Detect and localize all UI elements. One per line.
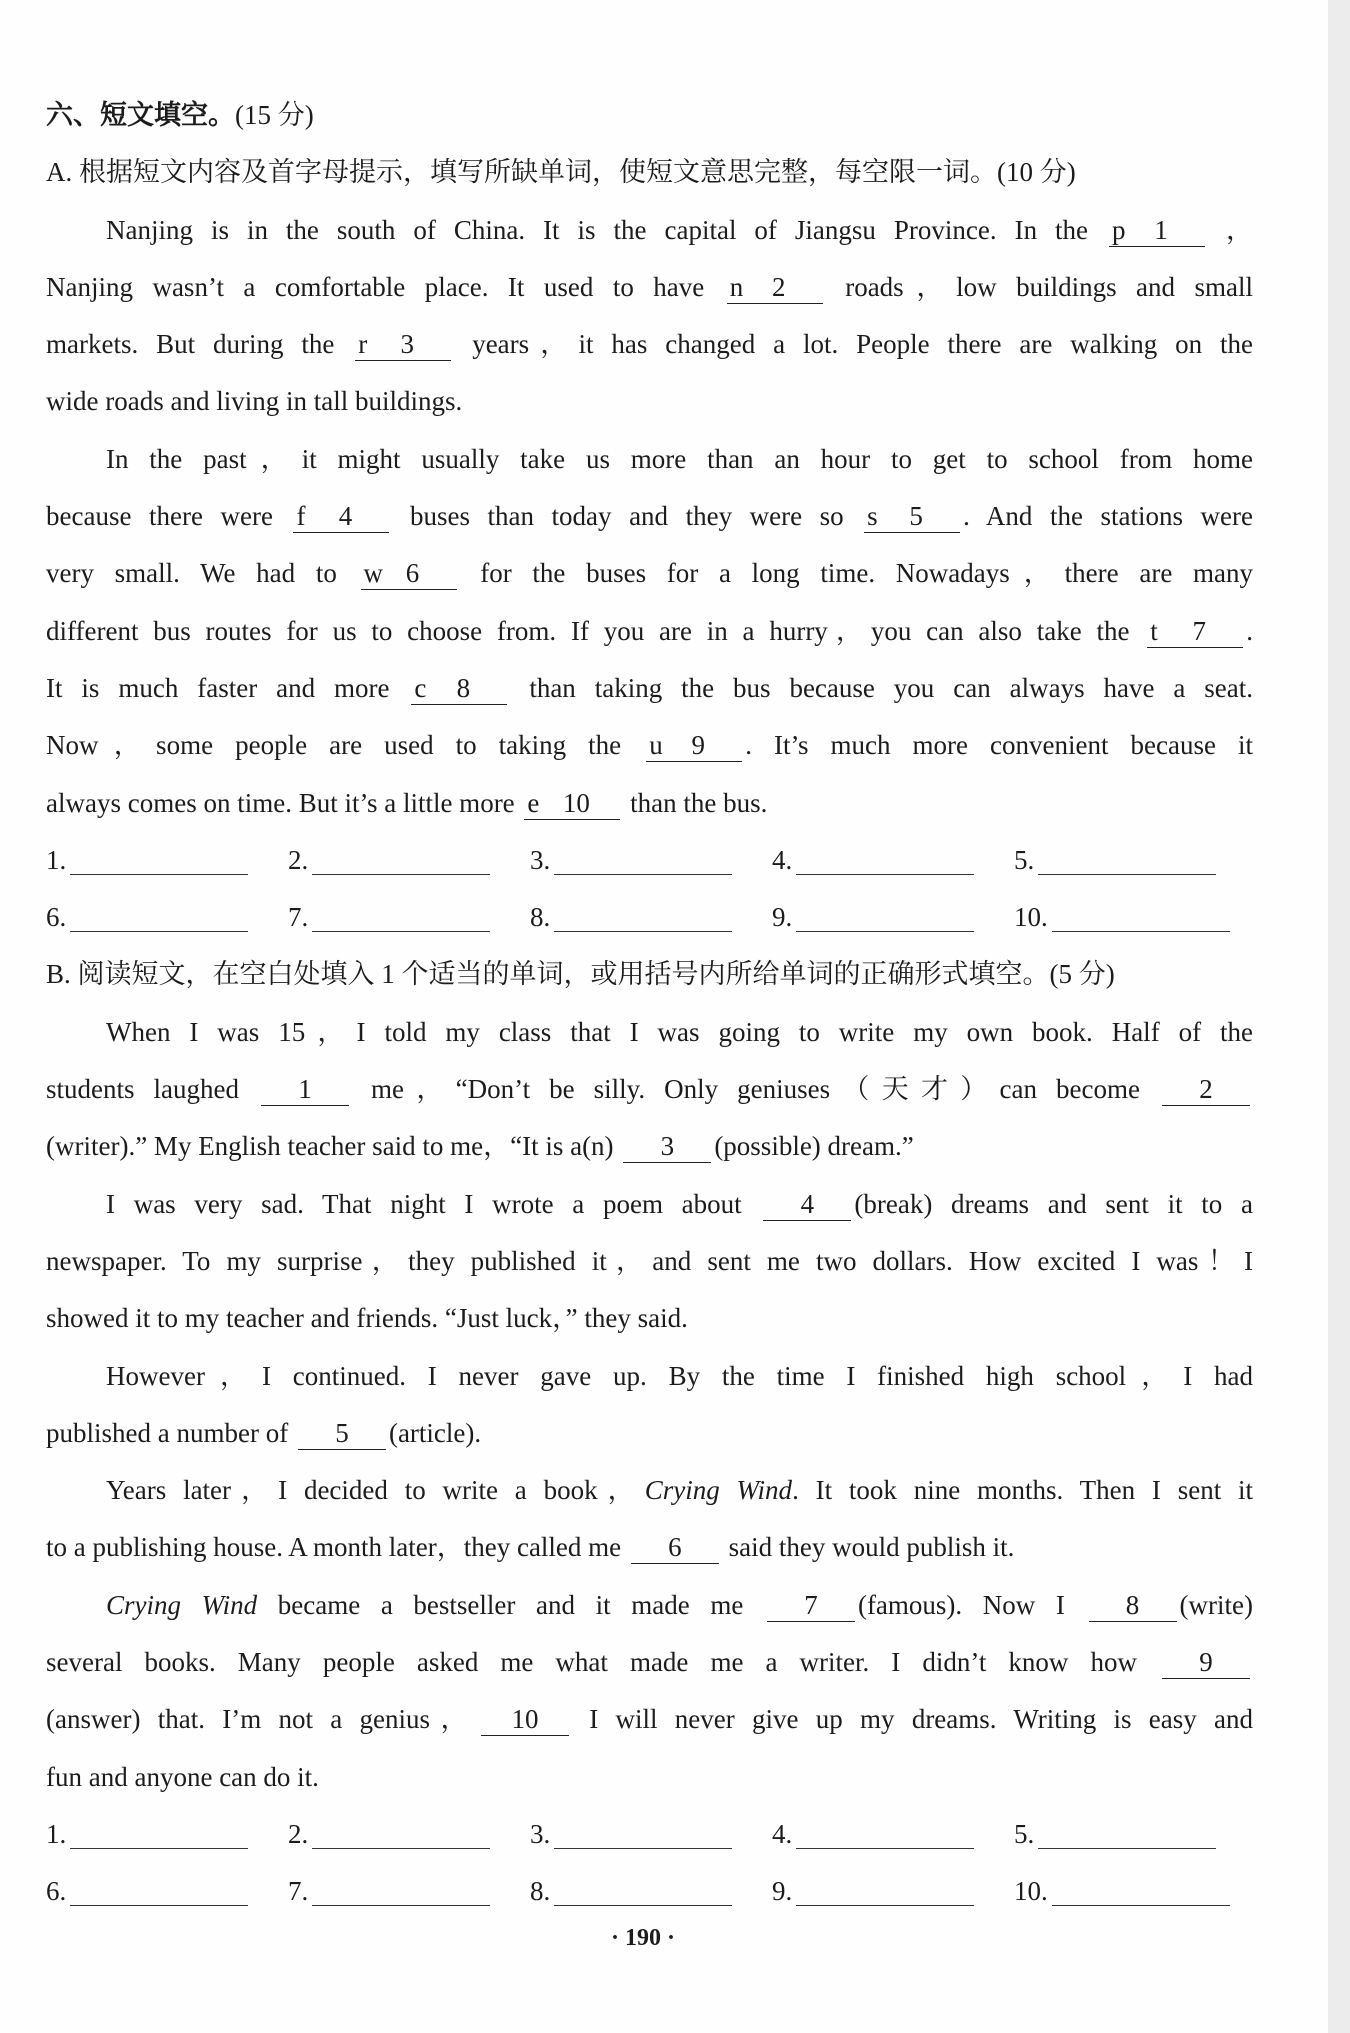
passage-text: . — [1246, 615, 1253, 646]
answer-line — [1052, 929, 1230, 932]
passage-text: different bus routes for us to choose from. If you are in a hurry，you can also take the — [46, 615, 1145, 646]
answer-line — [1052, 1903, 1230, 1906]
answer-line — [796, 1903, 974, 1906]
answer-number: 7. — [288, 902, 309, 933]
paragraph — [46, 1348, 1253, 1463]
text-line — [46, 1405, 1253, 1462]
passage-text: me，“Don’t be silly. Only geniuses（天才）can become — [352, 1074, 1159, 1105]
answer-blank — [524, 787, 620, 820]
passage-text: showed it to my teacher and friends. “Just luck，” they said. — [46, 1303, 688, 1334]
part-b-answer-sheet — [46, 1806, 1253, 1921]
answer-line — [554, 1903, 732, 1906]
blank-number: 5 — [909, 501, 923, 532]
section-title: 六、短文填空。 — [46, 100, 235, 130]
part-b-instruction: B. 阅读短文，在空白处填入 1 个适当的单词，或用括号内所给单词的正确形式填空。(5 分) — [46, 959, 1115, 990]
answer-slot — [46, 1806, 288, 1863]
passage-text: said they would publish it. — [721, 1532, 1015, 1563]
text-line — [46, 316, 1253, 373]
answer-line — [312, 1846, 490, 1849]
answer-slot — [1014, 832, 1256, 889]
blank-number: 6 — [668, 1532, 682, 1563]
passage-text: wide roads and living in tall buildings. — [46, 386, 463, 417]
passage-text: for the buses for a long time. Nowadays，there are many — [459, 558, 1253, 589]
answer-slot — [1014, 1863, 1256, 1920]
answer-number: 10. — [1014, 1876, 1048, 1907]
exercise-section — [46, 87, 1253, 1921]
passage-text: (writer).” My English teacher said to me，“It is a(n) — [46, 1131, 621, 1162]
answer-slot — [530, 832, 772, 889]
text-line — [46, 1118, 1253, 1175]
paragraph — [46, 1462, 1253, 1577]
answer-number: 2. — [288, 844, 309, 875]
text-line — [46, 775, 1253, 832]
blank-number: 2 — [1199, 1074, 1213, 1105]
blank-number: 2 — [771, 271, 786, 302]
first-letter-hint: c — [414, 672, 427, 703]
answer-number: 5. — [1014, 1818, 1035, 1849]
blank-number: 8 — [1125, 1589, 1140, 1620]
answer-slot — [772, 832, 1014, 889]
passage-text: Now，some people are used to taking the — [46, 730, 644, 761]
text-line — [46, 431, 1253, 488]
answer-slot — [288, 832, 530, 889]
answer-number: 1. — [46, 1818, 67, 1849]
text-line — [46, 1749, 1253, 1806]
passage-text: (famous). Now I — [857, 1589, 1086, 1620]
passage-text: I will never give up my dreams. Writing is easy and — [572, 1704, 1253, 1735]
part-a-instruction: A. 根据短文内容及首字母提示，填写所缺单词，使短文意思完整，每空限一词。(10 分) — [46, 157, 1076, 188]
answer-number: 8. — [530, 1876, 551, 1907]
answer-blank — [261, 1073, 349, 1106]
answer-blank — [1162, 1646, 1250, 1679]
text-line — [46, 660, 1253, 717]
passage-text: When I was 15，I told my class that I was going to write my own book. Half of the — [106, 1016, 1253, 1047]
passage-text: . And the stations were — [963, 501, 1253, 532]
answer-number: 4. — [772, 844, 793, 875]
text-line — [46, 1691, 1253, 1748]
blank-number: 10 — [562, 787, 590, 818]
passage-text: Nanjing wasn’t a comfortable place. It used to have — [46, 271, 724, 302]
passage-text: (possible) dream.” — [714, 1131, 914, 1162]
passage-text: In the past，it might usually take us more than an hour to get to school from home — [106, 443, 1253, 474]
passage-text: (break) dreams and sent it to a — [854, 1188, 1254, 1219]
answer-slot — [1014, 1806, 1256, 1863]
blank-number: 1 — [298, 1074, 312, 1105]
passage-text: because there were — [46, 501, 291, 532]
answer-line — [70, 1903, 248, 1906]
answer-slot — [772, 1806, 1014, 1863]
answer-blank — [631, 1531, 719, 1564]
text-line — [46, 488, 1253, 545]
answer-number: 7. — [288, 1876, 309, 1907]
blank-number: 5 — [335, 1417, 349, 1448]
text-line — [46, 603, 1253, 660]
answer-line — [70, 872, 248, 875]
answer-slot — [530, 889, 772, 946]
passage-text: However，I continued. I never gave up. By the time I finished high school，I had — [106, 1360, 1253, 1391]
paragraph — [46, 1577, 1253, 1806]
passage-text: newspaper. To my surprise，they published it，and sent me two dollars. How excited I was！I — [46, 1245, 1253, 1276]
text-line — [46, 1290, 1253, 1347]
answer-line — [70, 1846, 248, 1849]
answer-line — [554, 929, 732, 932]
answer-blank — [361, 557, 457, 590]
answer-number: 9. — [772, 902, 793, 933]
blank-number: 7 — [804, 1589, 818, 1620]
answer-slot — [530, 1806, 772, 1863]
first-letter-hint: f — [296, 501, 306, 532]
text-line — [46, 259, 1253, 316]
passage-text: very small. We had to — [46, 558, 358, 589]
passage-text: to a publishing house. A month later，they called me — [46, 1532, 628, 1563]
answer-slot — [46, 1863, 288, 1920]
answer-line — [796, 929, 974, 932]
answer-blank — [1089, 1589, 1177, 1622]
answer-number: 9. — [772, 1876, 793, 1907]
answer-number: 8. — [530, 902, 551, 933]
answer-number: 3. — [530, 844, 551, 875]
book-title: Crying Wind — [644, 1475, 793, 1506]
answer-line — [1038, 1846, 1216, 1849]
answer-blank — [646, 729, 742, 762]
text-line — [46, 1634, 1253, 1691]
answer-slot — [772, 1863, 1014, 1920]
passage-text: fun and anyone can do it. — [46, 1761, 319, 1792]
part-b-passage — [46, 1004, 1253, 1806]
page-number: · 190 · — [610, 1925, 675, 1951]
passage-text: It is much faster and more — [46, 672, 409, 703]
text-line — [46, 1462, 1253, 1519]
first-letter-hint: n — [729, 271, 744, 302]
answer-blank — [864, 500, 960, 533]
text-line — [46, 1061, 1253, 1118]
answer-line — [796, 872, 974, 875]
answer-slot — [46, 832, 288, 889]
passage-text: became a bestseller and it made me — [257, 1589, 764, 1620]
blank-number: 9 — [691, 730, 705, 761]
text-line — [46, 1348, 1253, 1405]
first-letter-hint: e — [527, 787, 540, 818]
answer-line — [1038, 872, 1216, 875]
passage-text: than taking the bus because you can always have a seat. — [510, 672, 1254, 703]
passage-text: always comes on time. But it’s a little more — [46, 787, 522, 818]
text-line — [46, 1233, 1253, 1290]
passage-text: (article). — [388, 1417, 482, 1448]
first-letter-hint: s — [867, 501, 878, 532]
text-line — [46, 1577, 1253, 1634]
answer-blank — [767, 1589, 855, 1622]
answer-blank — [298, 1417, 386, 1450]
paragraph — [46, 431, 1253, 832]
passage-text: roads，low buildings and small — [825, 271, 1253, 302]
answer-line — [312, 1903, 490, 1906]
first-letter-hint: u — [649, 730, 663, 761]
passage-text: ， — [1208, 214, 1253, 245]
answer-slot — [530, 1863, 772, 1920]
first-letter-hint: t — [1150, 615, 1158, 646]
blank-number: 7 — [1192, 615, 1206, 646]
answer-blank — [1109, 214, 1205, 247]
passage-text: than the bus. — [623, 787, 768, 818]
answer-blank — [293, 500, 389, 533]
passage-text: published a number of — [46, 1417, 295, 1448]
passage-text: (write) — [1179, 1589, 1253, 1620]
passage-text: . It took nine months. Then I sent it — [792, 1475, 1254, 1506]
answer-line — [796, 1846, 974, 1849]
scan-edge — [1328, 0, 1350, 2033]
blank-number: 4 — [800, 1188, 815, 1219]
passage-text: Years later，I decided to write a book， — [106, 1475, 645, 1506]
answer-blank — [355, 328, 451, 361]
blank-number: 8 — [456, 672, 471, 703]
paragraph — [46, 1176, 1253, 1348]
text-line — [46, 717, 1253, 774]
answer-blank — [1147, 615, 1243, 648]
answer-slot — [288, 1863, 530, 1920]
passage-text: (answer) that. I’m not a genius， — [46, 1704, 479, 1735]
answer-number: 10. — [1014, 902, 1048, 933]
book-title: Crying Wind — [106, 1589, 258, 1620]
answer-number: 1. — [46, 844, 67, 875]
answer-number: 6. — [46, 1876, 67, 1907]
text-line — [46, 1519, 1253, 1576]
passage-text: Nanjing is in the south of China. It is the capital of Jiangsu Province. In the — [106, 214, 1107, 245]
answer-slot — [1014, 889, 1256, 946]
passage-text: several books. Many people asked me what made me a writer. I didn’t know how — [46, 1647, 1159, 1678]
part-a-answer-sheet — [46, 832, 1253, 947]
answer-blank — [727, 271, 823, 304]
blank-number: 10 — [511, 1704, 539, 1735]
blank-number: 3 — [400, 329, 415, 360]
answer-slot — [46, 889, 288, 946]
answer-line — [312, 872, 490, 875]
answer-line — [554, 1846, 732, 1849]
answer-blank — [411, 672, 507, 705]
text-line — [46, 373, 1253, 430]
first-letter-hint: r — [358, 329, 368, 360]
answer-blank — [1162, 1073, 1250, 1106]
blank-number: 4 — [338, 501, 353, 532]
part-a-passage — [46, 202, 1253, 832]
first-letter-hint: p — [1112, 214, 1126, 245]
passage-text: students laughed — [46, 1074, 259, 1105]
answer-number: 2. — [288, 1818, 309, 1849]
answer-number: 6. — [46, 902, 67, 933]
answer-line — [312, 929, 490, 932]
first-letter-hint: w — [363, 558, 384, 589]
paragraph — [46, 1004, 1253, 1176]
passage-text: I was very sad. That night I wrote a poem about — [106, 1188, 761, 1219]
answer-slot — [288, 889, 530, 946]
answer-slot — [772, 889, 1014, 946]
answer-blank — [623, 1130, 711, 1163]
text-line — [46, 202, 1253, 259]
answer-line — [70, 929, 248, 932]
section-heading — [46, 87, 1253, 144]
passage-text: . It’s much more convenient because it — [745, 730, 1253, 761]
answer-blank — [481, 1703, 569, 1736]
paragraph — [46, 202, 1253, 431]
answer-number: 5. — [1014, 844, 1035, 875]
text-line — [46, 1176, 1253, 1233]
blank-number: 3 — [660, 1131, 675, 1162]
blank-number: 6 — [405, 558, 420, 589]
answer-line — [554, 872, 732, 875]
text-line — [46, 545, 1253, 602]
passage-text: buses than today and they were so — [392, 501, 862, 532]
answer-number: 3. — [530, 1818, 551, 1849]
blank-number: 9 — [1199, 1647, 1213, 1678]
answer-number: 4. — [772, 1818, 793, 1849]
section-score: (15 分) — [235, 100, 314, 130]
passage-text: markets. But during the — [46, 329, 353, 360]
text-line — [46, 1004, 1253, 1061]
answer-slot — [288, 1806, 530, 1863]
passage-text: years，it has changed a lot. People there are walking on the — [454, 329, 1253, 360]
blank-number: 1 — [1154, 214, 1168, 245]
answer-blank — [763, 1188, 851, 1221]
